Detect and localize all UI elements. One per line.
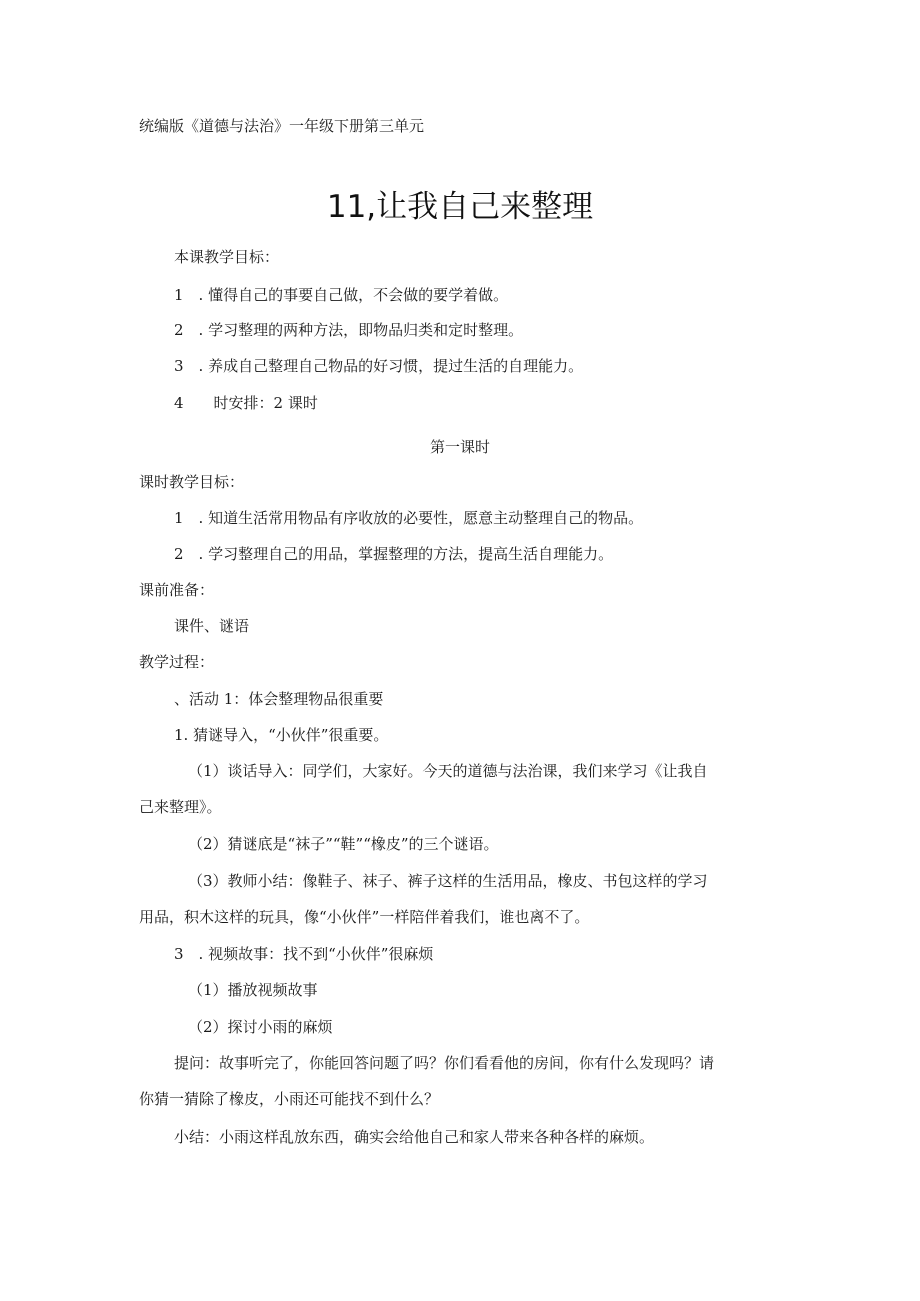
step-item-continued: 己来整理》。	[139, 798, 222, 816]
question-text: 提问：故事听完了，你能回答问题了吗？你们看看他的房间，你有什么发现吗？请	[174, 1054, 715, 1072]
step-item: （3）教师小结：像鞋子、袜子、裤子这样的生活用品，橡皮、书包这样的学习	[188, 872, 708, 890]
document-title: 11,让我自己来整理	[326, 189, 594, 225]
section-title: 第一课时	[429, 438, 490, 456]
lesson-goals-heading: 本课教学目标：	[174, 248, 280, 266]
prep-heading: 课前准备：	[139, 581, 215, 599]
step-item: （1）谈话导入：同学们，大家好。今天的道德与法治课，我们来学习《让我自	[188, 762, 708, 780]
lesson-goal-item: 3 . 养成自己整理自己物品的好习惯，提过生活的自理能力。	[174, 357, 584, 375]
step-item: （2）探讨小雨的麻烦	[188, 1018, 333, 1036]
lesson-goal-item: 4 时安排：2 课时	[174, 394, 318, 412]
step-item-continued: 用品，积木这样的玩具，像“小伙伴”一样陪伴着我们，谁也离不了。	[139, 908, 590, 926]
lesson-goal-item: 1 . 懂得自己的事要自己做，不会做的要学着做。	[174, 286, 509, 304]
question-text-continued: 你猜一猜除了橡皮，小雨还可能找不到什么？	[139, 1090, 440, 1108]
period-goal-item: 2 . 学习整理自己的用品，掌握整理的方法，提高生活自理能力。	[174, 545, 614, 563]
period-goal-item: 1 . 知道生活常用物品有序收放的必要性，愿意主动整理自己的物品。	[174, 509, 644, 527]
process-heading: 教学过程：	[139, 653, 215, 671]
document-header: 统编版《道德与法治》一年级下册第三单元	[139, 117, 425, 135]
activity-heading: 、活动 1：体会整理物品很重要	[174, 690, 384, 708]
lesson-goal-item: 2 . 学习整理的两种方法，即物品归类和定时整理。	[174, 321, 524, 339]
step-item: （2）猜谜底是“袜子”“鞋”“橡皮”的三个谜语。	[188, 835, 499, 853]
step-item: （1）播放视频故事	[188, 981, 318, 999]
summary-text: 小结：小雨这样乱放东西，确实会给他自己和家人带来各种各样的麻烦。	[174, 1128, 655, 1146]
step-heading: 1. 猜谜导入，“小伙伴”很重要。	[174, 726, 389, 744]
prep-content: 课件、谜语	[174, 617, 250, 635]
period-goals-heading: 课时教学目标：	[139, 473, 245, 491]
step-heading: 3 . 视频故事：找不到“小伙伴”很麻烦	[174, 945, 434, 963]
